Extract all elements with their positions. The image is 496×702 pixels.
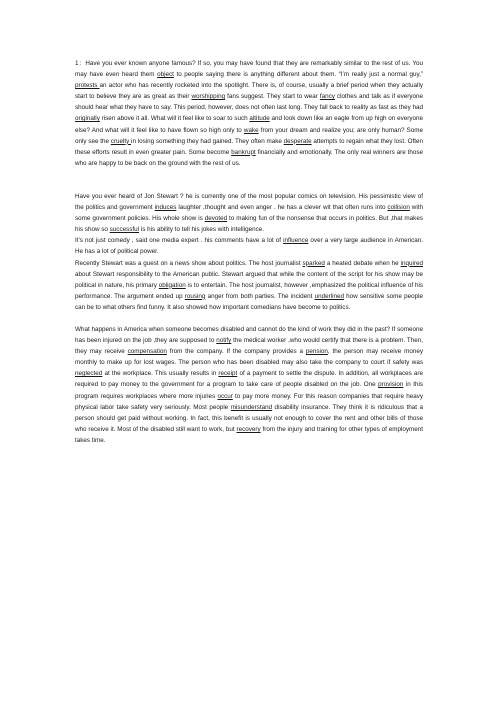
underlined-word: provision xyxy=(378,381,404,389)
underlined-word: compensation xyxy=(127,348,167,356)
underlined-word: successful xyxy=(109,226,140,234)
paragraph-spacer xyxy=(75,169,423,191)
underlined-word: protests xyxy=(75,82,100,90)
text-run: and look down like an eagle from up high on everyone else? And what will it feel like to have flown so high only to xyxy=(75,115,423,134)
paragraph-media-expert xyxy=(75,235,423,257)
text-run: clothes and talk as if everyone should hear what they have to say. This period, however, does not often last long. They fall back to reality as fast as they had xyxy=(75,93,423,112)
text-run: over a very large audience in American. He has a lot of political power. xyxy=(75,237,423,256)
text-run: from the injury and training for other types of employment takes time. xyxy=(75,425,423,444)
underlined-word: desperate xyxy=(283,137,312,145)
text-run: risen above it all. What will it feel like to soar to such xyxy=(99,115,250,123)
text-run: is his ability to tell his jokes with intelligence. xyxy=(139,226,265,234)
underlined-word: rousing xyxy=(184,292,206,300)
text-run: about Stewart responsibility to the American public. Stewart argued that while the content of the script for his show may be political in nature, his primary xyxy=(75,270,423,289)
text-run: fans suggest. They start to wear xyxy=(225,93,320,101)
underlined-word: pension xyxy=(305,348,328,356)
text-run: 1：Have you ever known anyone famous? If so, you may have found that they are remarkably similar to the rest of us. You may have even heard them xyxy=(75,60,423,79)
text-run: What happens in America when someone becomes disabled and cannot do the kind of work they did in the past? If someone has been injured on the job ,they are supposed to xyxy=(75,325,423,345)
paragraph-news-show xyxy=(75,258,423,313)
text-run: with some government policies. His whole show is xyxy=(75,204,423,223)
underlined-word: cruelty xyxy=(110,137,132,145)
underlined-word: worshipping xyxy=(191,93,226,101)
underlined-word: inquired xyxy=(400,259,424,267)
underlined-word: bankrupt xyxy=(231,148,256,156)
text-run: to people saying there is anything different about them. “I’m really just a normal guy,” xyxy=(173,71,423,79)
document-page xyxy=(75,58,423,446)
underlined-word: recovery xyxy=(236,425,261,433)
underlined-word: sparked xyxy=(302,259,325,267)
text-run: to making fun of the nonsense that occurs in politics. But ,that makes his show so xyxy=(75,215,423,234)
text-run: anger from both parties. The incident xyxy=(205,292,315,300)
text-run: Have you ever heard of Jon Stewart ? he is currently one of the most popular comics on television. His pessimistic view of the politics and government xyxy=(75,192,423,212)
underlined-word: misunderstand xyxy=(230,403,273,411)
text-run: to pay more money. For this reason companies that require heavy physical labor take safety very seriously. Most people xyxy=(75,392,423,411)
text-run: attempts to regain what they lost. Often these efforts result in even greater pain. Some become xyxy=(75,137,423,156)
underlined-word: altitude xyxy=(249,115,270,123)
paragraph-fame xyxy=(75,58,423,169)
underlined-word: devoted xyxy=(204,215,228,223)
text-run: at the workplace. This usually results in xyxy=(102,370,219,378)
text-run: financially and emotionally. The only real winners are those who are happy to be back on the ground with the rest of us. xyxy=(75,148,423,167)
underlined-word: obligation xyxy=(158,281,186,289)
underlined-word: notify xyxy=(216,337,232,345)
text-run: in losing something they had gained. They often make xyxy=(131,137,284,145)
underlined-word: fancy xyxy=(319,93,335,101)
text-run: from the company. If the company provides a xyxy=(166,348,306,356)
text-run: in this program requires workplaces where more injuries xyxy=(75,381,423,400)
text-run: disability insurance. They think it is ridiculous that a person should get paid without working. In fact, this benefit is usually not enough to cover the rent and other bills of those who receive it. Most of the disabled still want to work, but xyxy=(75,403,423,433)
underlined-word: wake xyxy=(243,126,259,134)
underlined-word: occur xyxy=(217,392,233,400)
paragraph-jon-stewart xyxy=(75,191,423,235)
underlined-word: object xyxy=(157,71,174,79)
text-run: an actor who has recently rocketed into the spotlight. There is, of course, usually a brief period when they actually start to believe they are as great as their xyxy=(75,82,423,101)
text-run: a heated debate when he xyxy=(324,259,401,267)
text-run: from your dream and realize you; are only human? Some only see the xyxy=(75,126,423,145)
text-run: is to entertain. The host journalist, however ,emphasized the political influence of his performance. The argument ended up xyxy=(75,281,423,300)
underlined-word: receipt xyxy=(218,370,238,378)
text-run: the medical worker ,who would certify that there is a problem. Then, they may receive xyxy=(75,337,423,356)
text-run: Recently Stewart was a guest on a news show about politics. The host journalist xyxy=(75,259,303,267)
underlined-word: collision xyxy=(387,204,410,212)
text-run: , the person may receive money monthly to make up for lost wages. The person who has been disabled may also take the company to court if safety was xyxy=(75,348,423,367)
text-run: It’s not just comedy , said one media expert . his comments have a lot of xyxy=(75,237,284,245)
paragraph-disability xyxy=(75,324,423,446)
underlined-word: originally xyxy=(75,115,100,123)
paragraph-spacer xyxy=(75,313,423,324)
text-run: how sensitive some people can be to what others find funny. It also showed how important comedians have become to politics. xyxy=(75,292,423,311)
underlined-word: induces xyxy=(154,204,177,212)
underlined-word: influence xyxy=(283,237,309,245)
underlined-word: underlined xyxy=(314,292,344,300)
text-run: of a payment to settle the dispute. In addition, all workplaces are required to pay money to the government for a program to take care of people disabled on the job. One xyxy=(75,370,424,389)
text-run: laughter ,thought and even anger . he has a clever wit that often runs into xyxy=(176,204,388,212)
underlined-word: neglected xyxy=(75,370,103,378)
